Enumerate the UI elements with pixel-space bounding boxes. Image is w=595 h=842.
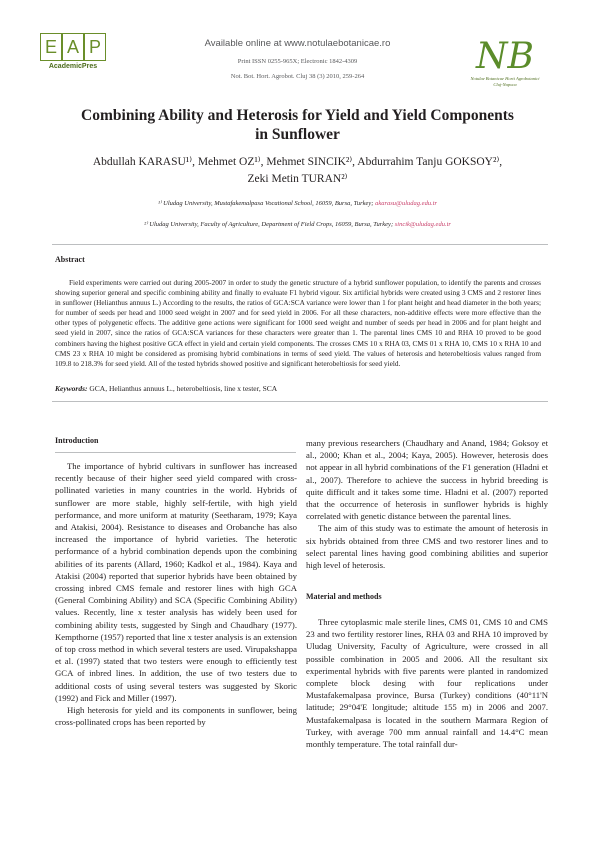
article-title <box>60 106 535 144</box>
col2-paragraph-1: many previous researchers (Chaudhary and Anand, 1984; Goksoy et al., 2000; Khan et al., 2004; Kaya, 2005). However, heterosis does not appear in all hybrid combinations of the F1 generation (Hladni et al., 2007). Therefore to achieve the success in hybrid breeding is quite difficult and it takes some time. Hladni et al. (2007) reported that the occurrence of heterosis in sunflower hybrids is highly correlated with genetic distance between the parental lines. <box>306 438 548 522</box>
nb-logo-icon: NB <box>476 36 534 77</box>
title-line-2: in Sunflower <box>255 126 340 143</box>
keywords <box>55 384 277 393</box>
material-methods-text <box>306 616 548 750</box>
authors-line-2: Zeki Metin TURAN²⁾ <box>247 173 348 185</box>
keywords-text: GCA, Helianthus annuus L., heterobeltiosis, line x tester, SCA <box>89 384 278 393</box>
abstract-body: Field experiments were carried out during 2005-2007 in order to study the genetic structure of a hybrid sunflower population, to identify the parents and crosses showing superior general and specific combining ability and finally to evaluate F1 hybrid vigour. Six artificial hybrids were created using 3 CMS and 2 restorer lines in sunflower (Helianthus annuus L.) According to the results, the ratios of GCA:SCA variance were lower than 1 for plant height and head diameter in the both years; for number of seeds per head and 1000 seed weight in 2007 and for seed yield in 2006. For all these characters, non-additive effects were more effective than the other types of polygenetic effects. The additive gene actions were significant for 1000 seed weight and number of seeds per head in 2006 and for plant height and seed yield in 2007, since the ratios of GCA:SCA variances for these characters were greater than 1. The parental lines CMS 10 and RHA 10 proved to be good combiners having the highest positive GCA effect in yield and certain yield components. The crosses CMS 10 x RHA 03, CMS 01 x RHA 10, CMS 10 x RHA 10 and CMS 23 x RHA 10 might be considered as promising hybrid combinations in terms of seed yield. The values of heterosis and heterobeltiosis values ranged from 109.8 to 218.3% for seed yield. All of the tested hybrids showed positive and significant heterobeltiosis for seed yield. <box>55 278 541 368</box>
intro-paragraph-1: The importance of hybrid cultivars in sunflower has increased recently because of their higher seed yield compared with cross-pollinated varieties in many countries in the world. Hybrids of sunflower are more stable, highly self-fertile, with high yield performance, and more uniform at maturity (Seetharam, 1979; Kaya and Atakisi, 2004). Resistance to diseases and Orobanche has also increased the importance of hybrid varieties. The heterotic performance of a hybrid combination depends upon the combining abilities of its parents (Allard, 1960; Kadkol et al., 1984). Kaya and Atakisi (2004) reported that superior hybrids have been obtained by crossing inbred CMS female and restorer lines with high GCA (General Combining Ability) and SCA (Specific Combining Ability) values. Recently, line x tester analysis has widely been used for combining ability tests, suggested by Singh and Chaudhary (1977). Kempthorne (1957) reported that line x tester analysis is an extension of top cross method in which several testers are used. Virupakshappa et al. (1997) stated that two testers were enough to efficiently test GCA of inbred lines. In addition, the use of two testers due to additional costs of using several testers was suggested by Skoric (1992) and Fick and Miller (1997). <box>55 461 297 703</box>
authors-line-1: Abdullah KARASU¹⁾, Mehmet OZ¹⁾, Mehmet SINCIK²⁾, Abdurrahim Tanju GOKSOY²⁾, <box>92 156 503 168</box>
issn-line: Print ISSN 0255-965X; Electronic 1842-4309 <box>237 58 358 65</box>
journal-city: Cluj-Napoca <box>493 82 517 87</box>
affiliation-1-email[interactable]: akarasu@uludag.edu.tr <box>375 200 438 207</box>
notulae-logo <box>455 38 555 88</box>
material-methods-heading: Material and methods <box>306 592 382 601</box>
affiliation-2-email[interactable]: sincik@uludag.edu.tr <box>394 221 451 228</box>
affiliation-1-text: ¹⁾ Uludag University, Mustafakemalpasa Vocational School, 16059, Bursa, Turkey; <box>157 200 374 207</box>
intro-paragraph-2: High heterosis for yield and its components in sunflower, being cross-pollinated crops has been reported by <box>55 705 297 728</box>
divider-abstract <box>52 401 548 402</box>
citation-line: Not. Bot. Hort. Agrobot. Cluj 38 (3) 2010, 259-264 <box>230 73 365 80</box>
affiliation-1 <box>60 199 535 207</box>
introduction-heading: Introduction <box>55 436 99 445</box>
online-url[interactable]: Available online at www.notulaebotanicae.ro <box>204 38 391 49</box>
divider-intro <box>55 452 296 453</box>
mm-paragraph-1: Three cytoplasmic male sterile lines, CMS 01, CMS 10 and CMS 23 and two fertility restorer lines, RHA 03 and RHA 10 improved by Uludag University, Faculty of Agriculture, were crossed in all possible combination in 2005 and 2006. All the resultant six experimental hybrids with five parents were planted in randomized complete block desing with four replications under Mustafakemalpasa province, Bursa (Turkey) conditions (40°11'N latitude; 29°04'E longitude; altitude 155 m) in 2006 and 2007. Mustafakemalpasa is located in the southern Marmara Region of Turkey, with average 700 mm annual rainfall and 14.4°C mean monthly temperature. The total rainfall dur- <box>306 617 548 750</box>
journal-name: Notulae Botanicae Horti Agrobotanici <box>470 76 540 81</box>
logo-letter-p: P <box>84 33 106 61</box>
divider-top <box>52 244 548 245</box>
logo-letter-a: A <box>62 33 84 61</box>
author-list <box>60 154 535 188</box>
title-line-1: Combining Ability and Heterosis for Yield and Yield Components <box>81 107 514 124</box>
col2-paragraph-2: The aim of this study was to estimate the amount of heterosis in six hybrids obtained from three CMS and two restorer lines and to select parental lines having good combining abilities and superior high level of heterosis. <box>306 523 548 571</box>
right-column <box>306 437 548 571</box>
affiliation-2-text: ²⁾ Uludag University, Faculty of Agriculture, Department of Field Crops, 16059, Bursa, Turkey; <box>144 221 394 228</box>
abstract-heading: Abstract <box>55 255 85 264</box>
logo-letter-e: E <box>40 33 62 61</box>
logo-caption: AcademicPres <box>48 63 98 70</box>
keywords-label: Keywords: <box>55 384 88 393</box>
left-column <box>55 460 297 728</box>
affiliation-2 <box>60 220 535 228</box>
